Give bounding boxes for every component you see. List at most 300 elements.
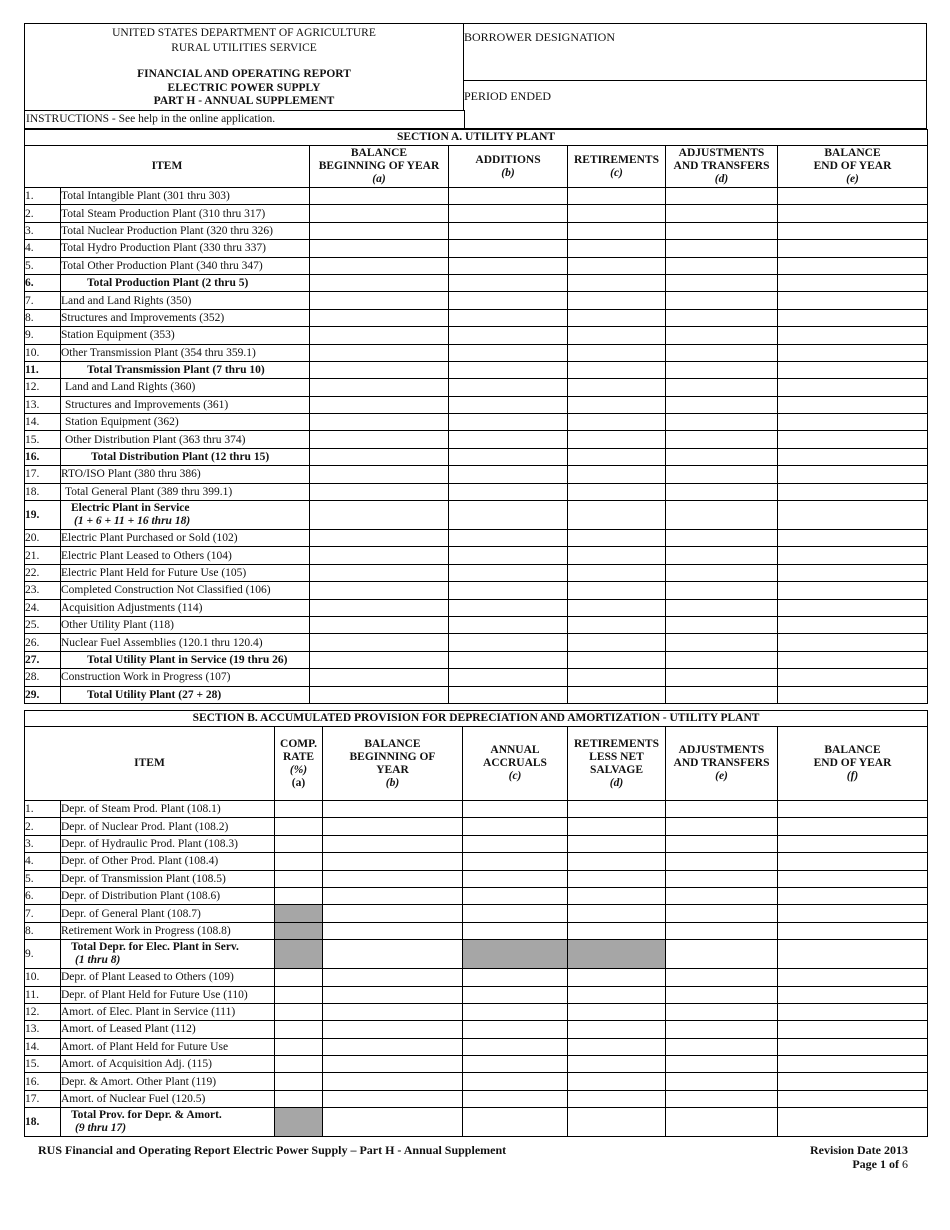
row-label-line2: (1 + 6 + 11 + 16 thru 18) bbox=[74, 515, 191, 528]
section-a-row bbox=[25, 205, 928, 222]
row-label: Amort. of Nuclear Fuel (120.5) bbox=[61, 1090, 275, 1107]
section-b-input-cell[interactable] bbox=[275, 969, 323, 986]
col-b-d-line1: RETIREMENTS bbox=[574, 737, 659, 750]
section-a-input-cell[interactable] bbox=[778, 292, 928, 309]
section-a-input-cell[interactable] bbox=[666, 257, 778, 274]
section-b-input-cell[interactable] bbox=[568, 1021, 666, 1038]
section-b-input-cell[interactable] bbox=[666, 818, 778, 835]
row-number: 8. bbox=[25, 922, 61, 939]
section-b-input-cell[interactable] bbox=[463, 835, 568, 852]
section-a-input-cell[interactable] bbox=[666, 686, 778, 703]
section-a-input-cell[interactable] bbox=[449, 188, 568, 205]
section-b-input-cell[interactable] bbox=[666, 1108, 778, 1137]
section-b-input-cell[interactable] bbox=[666, 905, 778, 922]
section-a-input-cell[interactable] bbox=[310, 327, 449, 344]
section-b-input-cell[interactable] bbox=[778, 969, 928, 986]
row-number: 20. bbox=[25, 530, 61, 547]
col-b-line1: ADDITIONS bbox=[475, 153, 541, 166]
section-a-input-cell[interactable] bbox=[449, 309, 568, 326]
section-b-input-cell[interactable] bbox=[323, 853, 463, 870]
section-a-input-cell[interactable] bbox=[778, 582, 928, 599]
section-b-input-cell[interactable] bbox=[323, 801, 463, 818]
section-b-input-cell[interactable] bbox=[666, 801, 778, 818]
section-a-input-cell[interactable] bbox=[568, 634, 666, 651]
section-b-input-cell[interactable] bbox=[666, 1038, 778, 1055]
section-a-input-cell[interactable] bbox=[568, 448, 666, 465]
section-a-row bbox=[25, 222, 928, 239]
section-b-input-cell[interactable] bbox=[463, 1021, 568, 1038]
section-a-input-cell[interactable] bbox=[778, 448, 928, 465]
section-a-input-cell[interactable] bbox=[449, 634, 568, 651]
section-a-input-cell[interactable] bbox=[568, 396, 666, 413]
section-b-input-cell[interactable] bbox=[323, 835, 463, 852]
section-a-input-cell[interactable] bbox=[449, 651, 568, 668]
row-number: 16. bbox=[25, 1073, 61, 1090]
section-a-input-cell[interactable] bbox=[449, 361, 568, 378]
section-a-input-cell[interactable] bbox=[778, 669, 928, 686]
section-b-input-cell[interactable] bbox=[568, 922, 666, 939]
section-b-input-cell[interactable] bbox=[568, 1073, 666, 1090]
section-a-input-cell[interactable] bbox=[778, 530, 928, 547]
section-a-input-cell[interactable] bbox=[310, 669, 449, 686]
section-a-input-cell[interactable] bbox=[449, 530, 568, 547]
section-b-input-cell[interactable] bbox=[568, 1056, 666, 1073]
section-b-row bbox=[25, 1056, 928, 1073]
section-a-input-cell[interactable] bbox=[778, 327, 928, 344]
section-b-input-cell[interactable] bbox=[275, 853, 323, 870]
section-b-input-cell[interactable] bbox=[323, 1108, 463, 1137]
section-a-input-cell[interactable] bbox=[568, 501, 666, 530]
section-a-input-cell[interactable] bbox=[778, 274, 928, 291]
section-a-input-cell[interactable] bbox=[666, 414, 778, 431]
section-a-input-cell[interactable] bbox=[778, 634, 928, 651]
section-a-input-cell[interactable] bbox=[778, 466, 928, 483]
section-b-input-cell[interactable] bbox=[463, 1108, 568, 1137]
section-a-input-cell[interactable] bbox=[310, 257, 449, 274]
section-a-input-cell[interactable] bbox=[666, 448, 778, 465]
section-b-input-cell[interactable] bbox=[778, 1038, 928, 1055]
section-b-input-cell[interactable] bbox=[323, 969, 463, 986]
section-a-input-cell[interactable] bbox=[568, 616, 666, 633]
section-b-input-cell[interactable] bbox=[463, 1038, 568, 1055]
section-a-input-cell[interactable] bbox=[310, 396, 449, 413]
section-a-input-cell[interactable] bbox=[778, 240, 928, 257]
section-b-input-cell[interactable] bbox=[568, 1108, 666, 1137]
section-a-input-cell[interactable] bbox=[449, 669, 568, 686]
section-a-input-cell[interactable] bbox=[449, 327, 568, 344]
section-a-input-cell[interactable] bbox=[568, 547, 666, 564]
section-a-input-cell[interactable] bbox=[666, 616, 778, 633]
section-a-input-cell[interactable] bbox=[778, 361, 928, 378]
section-a-input-cell[interactable] bbox=[778, 483, 928, 500]
section-b-input-cell[interactable] bbox=[778, 922, 928, 939]
section-b-input-cell[interactable] bbox=[323, 905, 463, 922]
section-b-input-cell[interactable] bbox=[323, 1038, 463, 1055]
section-b-input-cell[interactable] bbox=[275, 870, 323, 887]
section-a-input-cell[interactable] bbox=[666, 327, 778, 344]
section-b-input-cell[interactable] bbox=[568, 835, 666, 852]
section-b-input-cell[interactable] bbox=[323, 986, 463, 1003]
section-a-input-cell[interactable] bbox=[449, 344, 568, 361]
section-b-input-cell[interactable] bbox=[323, 1073, 463, 1090]
section-b-row bbox=[25, 818, 928, 835]
section-b-input-cell[interactable] bbox=[275, 1056, 323, 1073]
section-a-input-cell[interactable] bbox=[778, 547, 928, 564]
section-a-input-cell[interactable] bbox=[568, 530, 666, 547]
section-b-input-cell[interactable] bbox=[778, 1090, 928, 1107]
section-b-input-cell[interactable] bbox=[666, 1073, 778, 1090]
section-a-input-cell[interactable] bbox=[666, 466, 778, 483]
section-a-input-cell[interactable] bbox=[310, 483, 449, 500]
section-a-input-cell[interactable] bbox=[310, 205, 449, 222]
section-a-input-cell[interactable] bbox=[310, 582, 449, 599]
section-a-input-cell[interactable] bbox=[310, 344, 449, 361]
section-b-input-cell[interactable] bbox=[778, 870, 928, 887]
section-a-input-cell[interactable] bbox=[449, 379, 568, 396]
section-a-row bbox=[25, 686, 928, 703]
col-item-header-b: ITEM bbox=[25, 727, 275, 801]
section-b-input-cell[interactable] bbox=[666, 835, 778, 852]
section-b-input-cell[interactable] bbox=[568, 887, 666, 904]
section-a-input-cell[interactable] bbox=[666, 564, 778, 581]
section-a-input-cell[interactable] bbox=[310, 309, 449, 326]
section-b-input-cell[interactable] bbox=[463, 922, 568, 939]
section-b-input-cell[interactable] bbox=[666, 1056, 778, 1073]
section-b-input-cell[interactable] bbox=[275, 1003, 323, 1020]
section-b-input-cell[interactable] bbox=[666, 887, 778, 904]
row-label: Total Transmission Plant (7 thru 10) bbox=[61, 361, 310, 378]
section-b-input-cell[interactable] bbox=[275, 1021, 323, 1038]
section-a-input-cell[interactable] bbox=[310, 686, 449, 703]
section-b-input-cell[interactable] bbox=[463, 801, 568, 818]
section-a-input-cell[interactable] bbox=[449, 582, 568, 599]
section-a-input-cell[interactable] bbox=[666, 240, 778, 257]
section-a-input-cell[interactable] bbox=[778, 188, 928, 205]
section-b-input-cell[interactable] bbox=[463, 1056, 568, 1073]
section-b-input-cell[interactable] bbox=[778, 905, 928, 922]
section-a-input-cell[interactable] bbox=[310, 634, 449, 651]
section-a-input-cell[interactable] bbox=[449, 431, 568, 448]
section-b-input-cell[interactable] bbox=[275, 986, 323, 1003]
section-a-input-cell[interactable] bbox=[568, 257, 666, 274]
section-a-input-cell[interactable] bbox=[666, 634, 778, 651]
section-a-row bbox=[25, 448, 928, 465]
section-b-input-cell[interactable] bbox=[463, 1073, 568, 1090]
col-b-a-line2: RATE bbox=[282, 750, 315, 763]
section-a-input-cell[interactable] bbox=[310, 222, 449, 239]
section-a-input-cell[interactable] bbox=[449, 240, 568, 257]
section-b-input-cell[interactable] bbox=[568, 801, 666, 818]
section-b-input-cell[interactable] bbox=[778, 940, 928, 969]
row-number: 17. bbox=[25, 466, 61, 483]
section-b-input-cell[interactable] bbox=[463, 887, 568, 904]
section-a-input-cell[interactable] bbox=[568, 651, 666, 668]
section-b-input-cell[interactable] bbox=[463, 1003, 568, 1020]
section-a-input-cell[interactable] bbox=[568, 205, 666, 222]
section-b-input-cell[interactable] bbox=[275, 1090, 323, 1107]
section-b-input-cell[interactable] bbox=[275, 801, 323, 818]
section-b-input-cell[interactable] bbox=[323, 887, 463, 904]
section-a-input-cell[interactable] bbox=[778, 686, 928, 703]
section-b-input-cell[interactable] bbox=[666, 940, 778, 969]
section-a-input-cell[interactable] bbox=[778, 651, 928, 668]
section-a-input-cell[interactable] bbox=[568, 564, 666, 581]
section-a-input-cell[interactable] bbox=[666, 292, 778, 309]
section-b-input-cell[interactable] bbox=[323, 922, 463, 939]
section-b-input-cell[interactable] bbox=[463, 853, 568, 870]
section-a-input-cell[interactable] bbox=[568, 292, 666, 309]
section-a-input-cell[interactable] bbox=[666, 309, 778, 326]
section-a-input-cell[interactable] bbox=[568, 466, 666, 483]
section-a-input-cell[interactable] bbox=[310, 466, 449, 483]
section-b-input-cell[interactable] bbox=[778, 887, 928, 904]
section-b-input-cell[interactable] bbox=[323, 870, 463, 887]
section-a-input-cell[interactable] bbox=[310, 274, 449, 291]
section-b-input-cell[interactable] bbox=[666, 870, 778, 887]
section-b-input-cell[interactable] bbox=[463, 1090, 568, 1107]
section-a-input-cell[interactable] bbox=[310, 564, 449, 581]
row-number: 10. bbox=[25, 969, 61, 986]
col-b-a-line3: (%) bbox=[289, 763, 308, 776]
section-a-input-cell[interactable] bbox=[310, 530, 449, 547]
section-a-input-cell[interactable] bbox=[310, 448, 449, 465]
row-label: Station Equipment (353) bbox=[61, 327, 310, 344]
section-a-input-cell[interactable] bbox=[568, 414, 666, 431]
section-a-input-cell[interactable] bbox=[778, 616, 928, 633]
section-b-input-cell[interactable] bbox=[778, 818, 928, 835]
section-a-input-cell[interactable] bbox=[778, 599, 928, 616]
section-a-input-cell[interactable] bbox=[449, 414, 568, 431]
row-number: 12. bbox=[25, 1003, 61, 1020]
section-a-input-cell[interactable] bbox=[778, 257, 928, 274]
section-a-input-cell[interactable] bbox=[666, 396, 778, 413]
section-a-input-cell[interactable] bbox=[449, 257, 568, 274]
section-a-input-cell[interactable] bbox=[568, 344, 666, 361]
row-number: 10. bbox=[25, 344, 61, 361]
section-a-input-cell[interactable] bbox=[310, 292, 449, 309]
borrower-designation-field[interactable] bbox=[463, 24, 927, 81]
section-a-input-cell[interactable] bbox=[778, 414, 928, 431]
section-a-input-cell[interactable] bbox=[568, 327, 666, 344]
col-a-line1: BALANCE bbox=[350, 147, 408, 159]
section-a-input-cell[interactable] bbox=[778, 344, 928, 361]
section-a-input-cell[interactable] bbox=[310, 188, 449, 205]
section-b-input-cell[interactable] bbox=[568, 853, 666, 870]
section-b-input-cell[interactable] bbox=[275, 818, 323, 835]
section-a-input-cell[interactable] bbox=[310, 547, 449, 564]
section-a-input-cell[interactable] bbox=[568, 379, 666, 396]
section-b-row bbox=[25, 853, 928, 870]
section-a-input-cell[interactable] bbox=[568, 669, 666, 686]
section-a-input-cell[interactable] bbox=[449, 222, 568, 239]
col-d-line2: AND TRANSFERS bbox=[673, 160, 770, 172]
section-a-input-cell[interactable] bbox=[778, 309, 928, 326]
section-a-input-cell[interactable] bbox=[310, 616, 449, 633]
section-b-input-cell[interactable] bbox=[666, 922, 778, 939]
section-a-input-cell[interactable] bbox=[449, 547, 568, 564]
section-a-input-cell[interactable] bbox=[666, 599, 778, 616]
section-b-input-cell[interactable] bbox=[778, 1021, 928, 1038]
section-a-input-cell[interactable] bbox=[666, 530, 778, 547]
section-a-input-cell[interactable] bbox=[778, 222, 928, 239]
section-a-input-cell[interactable] bbox=[568, 582, 666, 599]
section-a-input-cell[interactable] bbox=[666, 483, 778, 500]
period-ended-field[interactable] bbox=[463, 81, 927, 129]
section-a-input-cell[interactable] bbox=[778, 379, 928, 396]
section-a-input-cell[interactable] bbox=[666, 222, 778, 239]
section-a-input-cell[interactable] bbox=[568, 483, 666, 500]
section-a-input-cell[interactable] bbox=[568, 309, 666, 326]
section-b-input-cell bbox=[275, 922, 323, 939]
row-number: 7. bbox=[25, 292, 61, 309]
section-a-input-cell[interactable] bbox=[568, 222, 666, 239]
row-label: Station Equipment (362) bbox=[61, 414, 310, 431]
section-b-input-cell bbox=[275, 940, 323, 969]
section-b-input-cell[interactable] bbox=[463, 870, 568, 887]
section-a-input-cell[interactable] bbox=[568, 686, 666, 703]
section-b-input-cell[interactable] bbox=[778, 1003, 928, 1020]
row-label: Electric Plant Held for Future Use (105) bbox=[61, 564, 310, 581]
section-a-input-cell[interactable] bbox=[666, 188, 778, 205]
section-a-input-cell[interactable] bbox=[666, 582, 778, 599]
section-a-input-cell[interactable] bbox=[310, 361, 449, 378]
section-a-input-cell[interactable] bbox=[449, 564, 568, 581]
section-a-input-cell[interactable] bbox=[449, 686, 568, 703]
section-b-input-cell[interactable] bbox=[568, 1038, 666, 1055]
section-a-row bbox=[25, 616, 928, 633]
section-a-row bbox=[25, 651, 928, 668]
section-b-input-cell[interactable] bbox=[778, 986, 928, 1003]
section-a-input-cell[interactable] bbox=[568, 599, 666, 616]
section-a-input-cell[interactable] bbox=[568, 240, 666, 257]
section-a-input-cell[interactable] bbox=[310, 651, 449, 668]
section-a-input-cell[interactable] bbox=[310, 379, 449, 396]
section-a-input-cell[interactable] bbox=[449, 396, 568, 413]
section-b-input-cell[interactable] bbox=[463, 986, 568, 1003]
section-a-input-cell[interactable] bbox=[449, 466, 568, 483]
section-b-input-cell[interactable] bbox=[778, 853, 928, 870]
section-b-input-cell[interactable] bbox=[568, 870, 666, 887]
row-number: 29. bbox=[25, 686, 61, 703]
section-a-input-cell[interactable] bbox=[778, 431, 928, 448]
section-a-row bbox=[25, 309, 928, 326]
row-number: 18. bbox=[25, 1108, 61, 1137]
section-b-input-cell[interactable] bbox=[275, 1038, 323, 1055]
section-a-input-cell[interactable] bbox=[778, 564, 928, 581]
section-b-input-cell[interactable] bbox=[568, 986, 666, 1003]
section-a-input-cell[interactable] bbox=[666, 344, 778, 361]
section-b-input-cell[interactable] bbox=[323, 1056, 463, 1073]
section-b-input-cell[interactable] bbox=[323, 818, 463, 835]
agency-service: RURAL UTILITIES SERVICE bbox=[171, 42, 317, 54]
section-a-input-cell[interactable] bbox=[449, 616, 568, 633]
section-b-input-cell[interactable] bbox=[568, 1090, 666, 1107]
section-a-input-cell[interactable] bbox=[666, 361, 778, 378]
section-a-input-cell[interactable] bbox=[778, 396, 928, 413]
section-a-input-cell[interactable] bbox=[449, 292, 568, 309]
section-b-input-cell[interactable] bbox=[275, 887, 323, 904]
section-a-input-cell[interactable] bbox=[666, 205, 778, 222]
section-a-row bbox=[25, 327, 928, 344]
col-retirements-header bbox=[568, 146, 666, 188]
section-b-input-cell[interactable] bbox=[463, 818, 568, 835]
section-b-input-cell[interactable] bbox=[778, 801, 928, 818]
section-b-input-cell[interactable] bbox=[778, 1073, 928, 1090]
section-a-row bbox=[25, 530, 928, 547]
section-a-input-cell[interactable] bbox=[666, 274, 778, 291]
section-a-input-cell[interactable] bbox=[568, 274, 666, 291]
section-a-input-cell[interactable] bbox=[310, 501, 449, 530]
section-a-input-cell[interactable] bbox=[666, 651, 778, 668]
section-b-input-cell[interactable] bbox=[778, 835, 928, 852]
row-number: 13. bbox=[25, 1021, 61, 1038]
row-label: Depr. & Amort. Other Plant (119) bbox=[61, 1073, 275, 1090]
row-label: Structures and Improvements (352) bbox=[61, 309, 310, 326]
section-b-input-cell[interactable] bbox=[778, 1056, 928, 1073]
section-b-input-cell[interactable] bbox=[666, 969, 778, 986]
section-b-input-cell[interactable] bbox=[323, 1003, 463, 1020]
section-b-input-cell[interactable] bbox=[463, 969, 568, 986]
section-b-input-cell[interactable] bbox=[666, 853, 778, 870]
col-b-a-letter: (a) bbox=[291, 776, 306, 789]
section-b-input-cell[interactable] bbox=[666, 1021, 778, 1038]
section-a-input-cell[interactable] bbox=[449, 274, 568, 291]
row-label: Total Distribution Plant (12 thru 15) bbox=[61, 448, 310, 465]
section-b-input-cell[interactable] bbox=[568, 905, 666, 922]
section-b-input-cell[interactable] bbox=[323, 1021, 463, 1038]
section-a-input-cell[interactable] bbox=[778, 501, 928, 530]
section-a-input-cell[interactable] bbox=[568, 188, 666, 205]
section-a-input-cell[interactable] bbox=[666, 547, 778, 564]
section-b-input-cell[interactable] bbox=[666, 1003, 778, 1020]
section-b-input-cell[interactable] bbox=[666, 1090, 778, 1107]
section-b-input-cell[interactable] bbox=[275, 1073, 323, 1090]
section-a-input-cell[interactable] bbox=[310, 431, 449, 448]
section-b-input-cell[interactable] bbox=[323, 1090, 463, 1107]
section-a-input-cell[interactable] bbox=[449, 483, 568, 500]
section-b-input-cell[interactable] bbox=[568, 969, 666, 986]
borrower-designation-label: BORROWER DESIGNATION bbox=[464, 30, 615, 44]
section-a-input-cell[interactable] bbox=[449, 501, 568, 530]
section-b-input-cell[interactable] bbox=[568, 1003, 666, 1020]
section-a-input-cell[interactable] bbox=[568, 361, 666, 378]
section-b-input-cell[interactable] bbox=[323, 940, 463, 969]
section-b-row bbox=[25, 940, 928, 969]
section-b-input-cell[interactable] bbox=[568, 818, 666, 835]
section-a-row bbox=[25, 396, 928, 413]
section-a-input-cell[interactable] bbox=[666, 501, 778, 530]
section-a-input-cell[interactable] bbox=[449, 448, 568, 465]
report-header bbox=[24, 23, 927, 129]
section-a-input-cell[interactable] bbox=[310, 599, 449, 616]
section-a-input-cell[interactable] bbox=[666, 431, 778, 448]
section-a-input-cell[interactable] bbox=[666, 379, 778, 396]
section-b-input-cell[interactable] bbox=[275, 835, 323, 852]
col-a-letter: (a) bbox=[372, 173, 386, 185]
section-b-input-cell[interactable] bbox=[463, 905, 568, 922]
section-a-input-cell[interactable] bbox=[310, 240, 449, 257]
section-a-input-cell[interactable] bbox=[310, 414, 449, 431]
section-b-input-cell[interactable] bbox=[778, 1108, 928, 1137]
section-a-input-cell[interactable] bbox=[568, 431, 666, 448]
section-b-input-cell[interactable] bbox=[666, 986, 778, 1003]
section-a-row bbox=[25, 501, 928, 530]
section-a-input-cell[interactable] bbox=[778, 205, 928, 222]
section-a-input-cell[interactable] bbox=[449, 599, 568, 616]
section-a-input-cell[interactable] bbox=[666, 669, 778, 686]
section-a-input-cell[interactable] bbox=[449, 205, 568, 222]
row-label: Total Utility Plant in Service (19 thru 26) bbox=[61, 651, 310, 668]
